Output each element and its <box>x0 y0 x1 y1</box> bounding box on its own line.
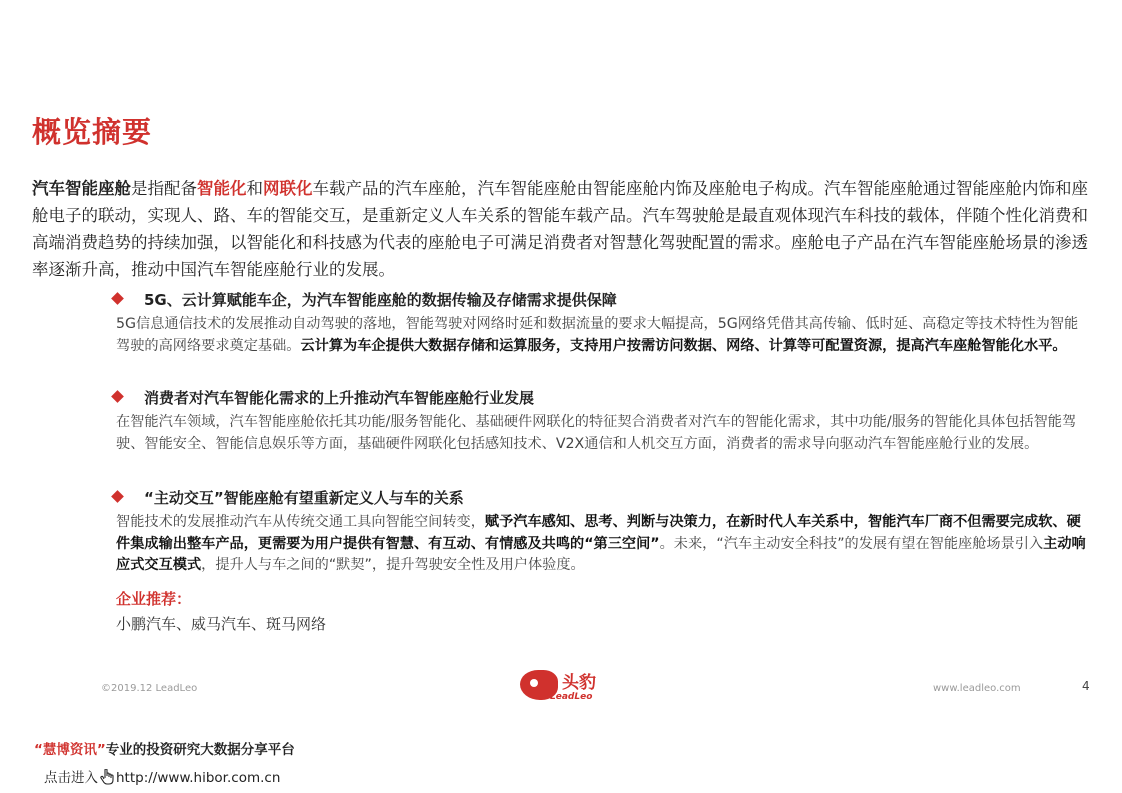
intro-highlight-network: 网联化 <box>263 179 313 198</box>
logo-text-cn: 头豹 <box>562 673 596 693</box>
section-heading-text: 5G、云计算赋能车企，为汽车智能座舱的数据传输及存储需求提供保障 <box>144 291 617 309</box>
section-heading <box>116 387 1091 409</box>
diamond-bullet-icon <box>111 490 124 503</box>
footer-website[interactable]: www.leadleo.com <box>933 683 1021 694</box>
intro-text: 车载产品的汽车座舱，汽车智能座舱由智能座舱内饰及座舱电子构成。汽车智能座舱通过智能座舱内饰和座舱电子的联动，实现人、路、车的智能交互，是重新定义人车关系的智能车载产品。汽车驾驶舱是最直观体现汽车科技的载体，伴随个性化消费和高端消费趋势的持续加强，以智能化和科技感为代表的座舱电子可满足消费者对智慧化驾驶配置的需求。座舱电子产品在汽车智能座舱场景的渗透率逐渐升高，推动中国汽车智能座舱行业的发展。 <box>32 179 1088 279</box>
promo-link-row[interactable] <box>44 766 280 786</box>
page-title: 概览摘要 <box>32 115 153 149</box>
recommend-list: 小鹏汽车、威马汽车、斑马网络 <box>116 615 327 633</box>
section-body <box>116 412 1091 455</box>
section-heading-text: 消费者对汽车智能化需求的上升推动汽车智能座舱行业发展 <box>144 389 535 407</box>
promo-url[interactable]: http://www.hibor.com.cn <box>116 770 281 786</box>
promo-banner <box>34 738 295 758</box>
logo-text-en: LeadLeo <box>550 692 593 702</box>
click-label: 点击进入 <box>44 770 98 786</box>
intro-text: 和 <box>246 179 263 198</box>
section-body-text: 。未来，“汽车主动安全科技”的发展有望在智能座舱场景引入 <box>659 535 1044 552</box>
intro-paragraph <box>32 175 1092 283</box>
section-body-text: 智能技术的发展推动汽车从传统交通工具向智能空间转变， <box>116 514 485 530</box>
promo-quote-open: “ <box>34 742 43 758</box>
section-body-bold: 赋予汽车感知、思考、判断与决策力，在新时代人车关系中，智能汽车厂商不但需要完成软、硬件集成输出整车产品，更需要为用户提供有智慧、有互动、有情感及共鸣的“第三空间” <box>116 514 1081 552</box>
section-consumer-demand <box>116 387 1091 455</box>
section-5g-cloud <box>116 289 1091 357</box>
diamond-bullet-icon <box>111 390 124 403</box>
diamond-bullet-icon <box>111 292 124 305</box>
section-body-bold: 主动响应式交互模式 <box>116 535 1086 573</box>
section-heading <box>116 289 1091 311</box>
section-heading <box>116 487 1091 509</box>
leadleo-logo <box>520 668 620 708</box>
pointer-hand-icon <box>100 769 114 785</box>
section-body-text: 5G信息通信技术的发展推动自动驾驶的落地，智能驾驶对网络时延和数据流量的要求大幅提高，5G网络凭借其高传输、低时延、高稳定等技术特性为智能驾驶的高网络要求奠定基础。 <box>116 316 1079 354</box>
section-body <box>116 512 1091 577</box>
section-body-text: ，提升人与车之间的“默契”，提升驾驶安全性及用户体验度。 <box>201 557 585 573</box>
section-body-bold: 云计算为车企提供大数据存储和运算服务，支持用户按需访问数据、网络、计算等可配置资源，提高汽车座舱智能化水平。 <box>300 337 1067 354</box>
promo-quote-close: ” <box>96 742 106 758</box>
footer-copyright: ©2019.12 LeadLeo <box>101 683 198 694</box>
section-heading-text: “主动交互”智能座舱有望重新定义人与车的关系 <box>144 489 464 507</box>
page-number: 4 <box>1082 679 1090 693</box>
intro-text: 是指配备 <box>131 179 197 198</box>
section-body-text: 在智能汽车领域，汽车智能座舱依托其功能/服务智能化、基础硬件网联化的特征契合消费者对汽车的智能化需求，其中功能/服务的智能化具体包括智能驾驶、智能安全、智能信息娱乐等方面，基础硬件网联化包括感知技术、V2X通信和人机交互方面，消费者的需求导向驱动汽车智能座舱行业的发展。 <box>116 414 1077 452</box>
intro-term: 汽车智能座舱 <box>32 179 131 198</box>
recommend-label: 企业推荐： <box>116 590 192 608</box>
section-body <box>116 314 1091 357</box>
intro-highlight-smart: 智能化 <box>197 179 247 198</box>
promo-slogan: 专业的投资研究大数据分享平台 <box>105 742 295 758</box>
section-active-interaction <box>116 487 1091 577</box>
promo-brand: 慧博资讯 <box>42 742 97 758</box>
